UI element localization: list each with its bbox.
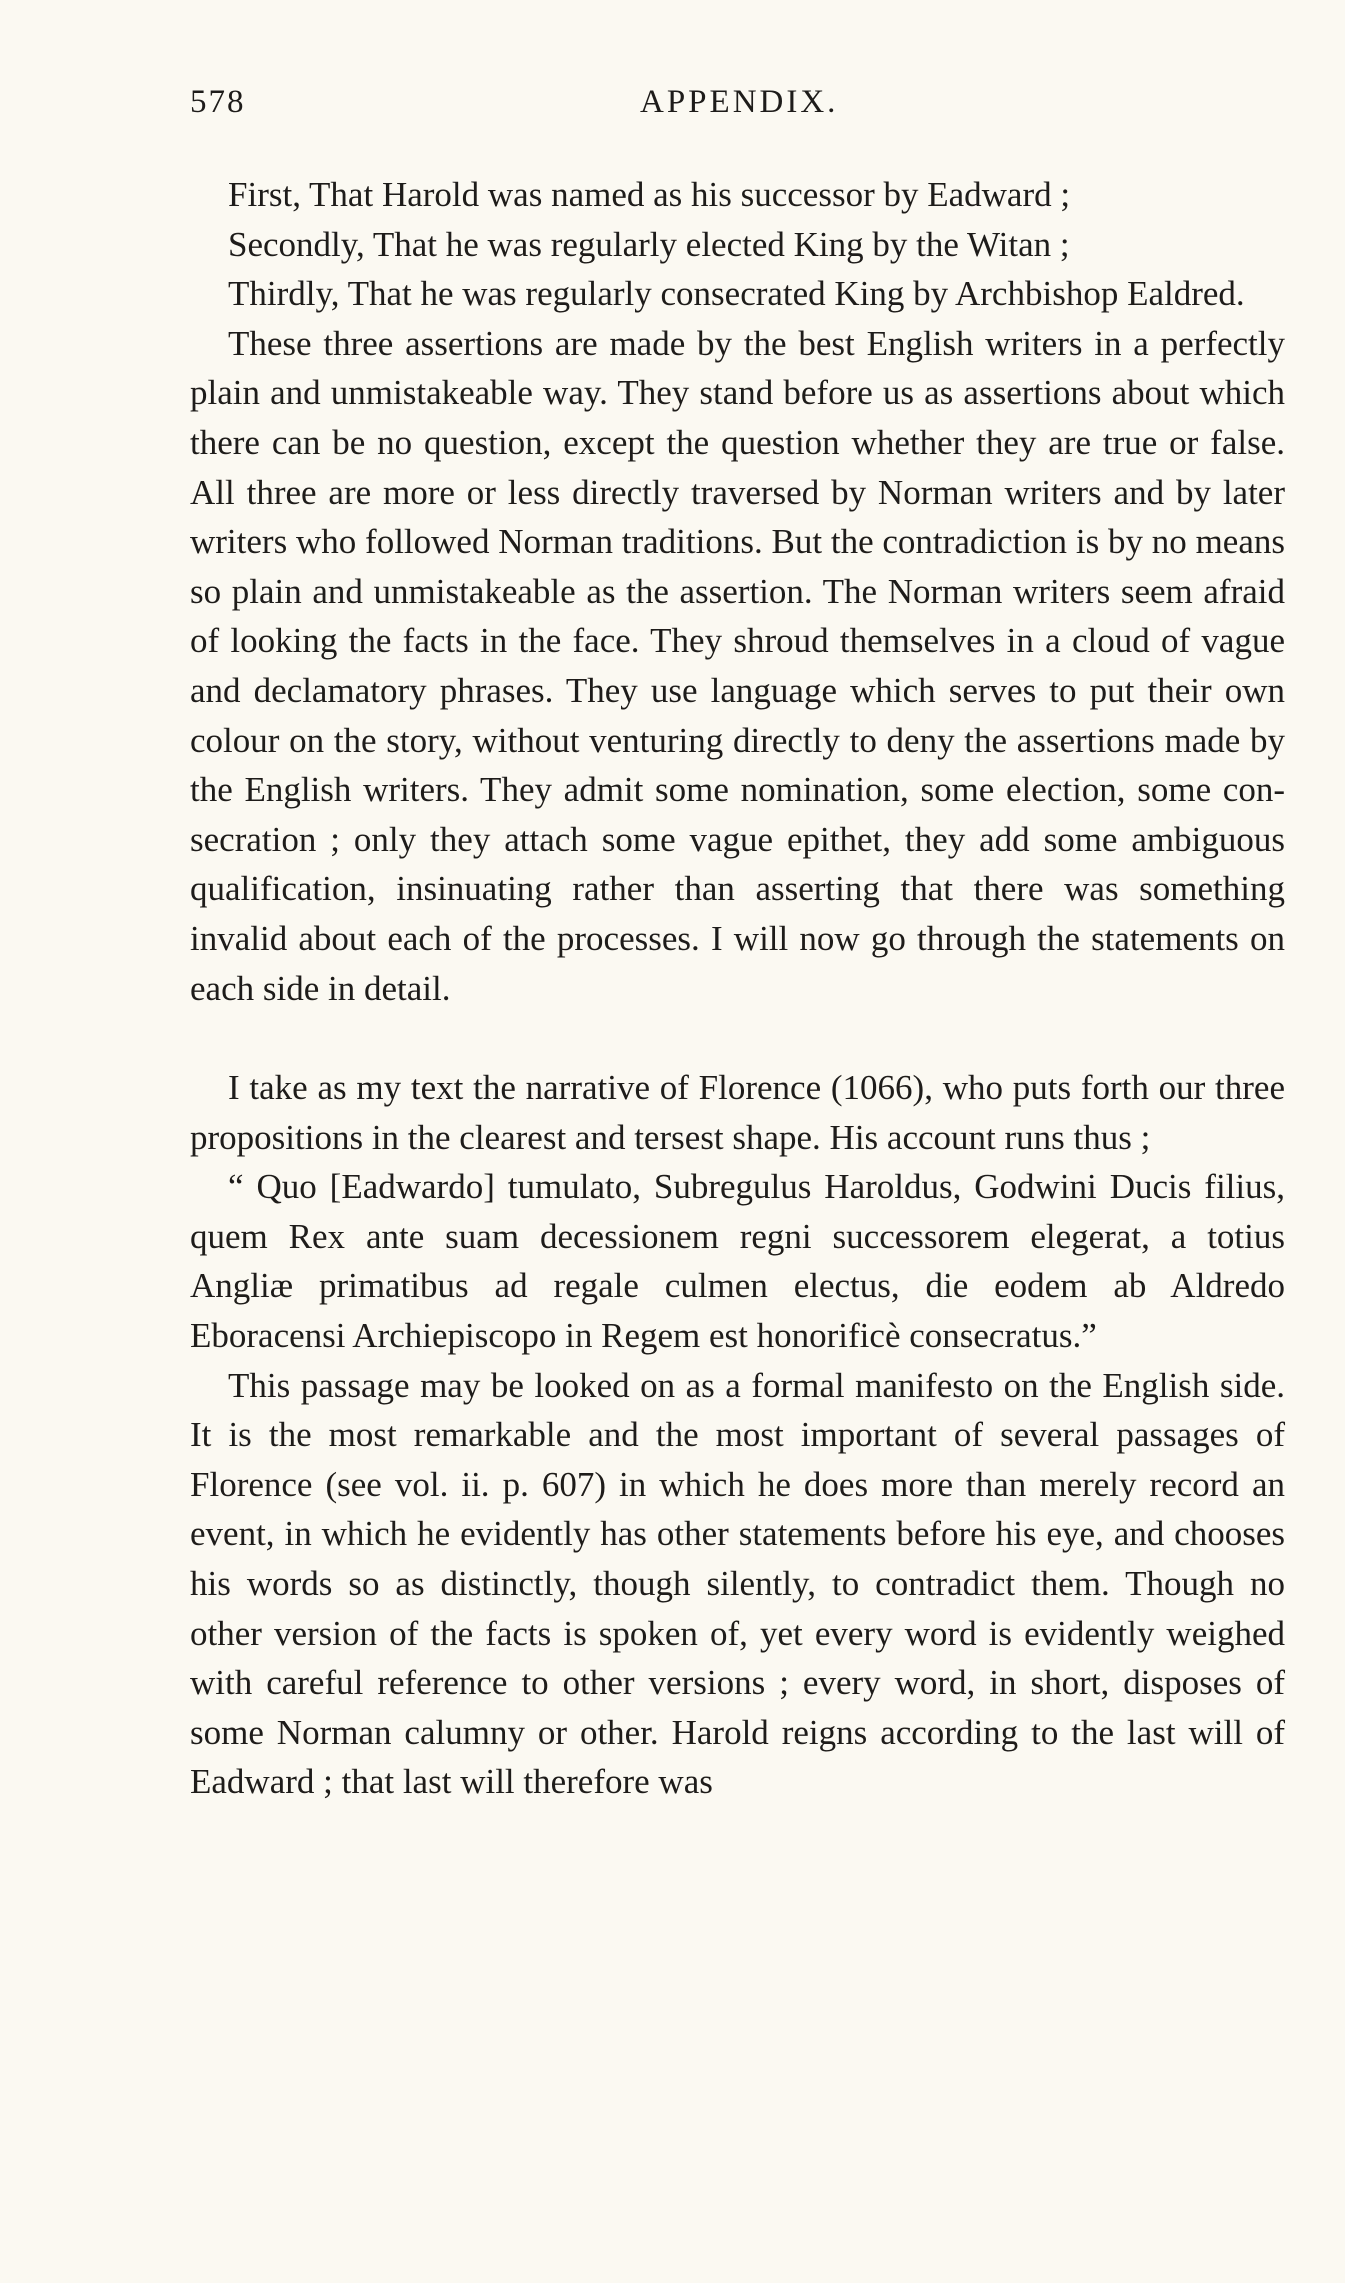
body-text xyxy=(190,170,1285,1807)
running-head: APPENDIX. xyxy=(640,84,839,120)
paragraph-second-assertion: Secondly, That he was regularly elected King by the Witan ; xyxy=(228,224,1070,264)
paragraph-latin-quotation: “ Quo [Eadwardo] tumulato, Subregulus Haroldus, Godwini Ducis filius, quem Rex ante suam decessionem regni successorem elegerat, a totius Angliæ primatibus ad regale culmen electus, die eodem ab Aldredo Eboracensi Archiepiscopo in Regem est honorificè consecratus.” xyxy=(190,1167,1285,1356)
page-header xyxy=(190,84,1290,134)
page-number: 578 xyxy=(190,84,246,120)
paragraph-third-assertion: Thirdly, That he was regularly consecrated King by Archbishop Ealdred. xyxy=(228,274,1245,314)
paragraph-assertions-discussion: These three assertions are made by the best English writers in a perfectly plain and unmistakeable way. They stand before us as assertions about which there can be no question, except the question whether they are true or false. All three are more or less directly traversed by Norman writers and by later writers who followed Norman traditions. But the contradiction is by no means so plain and unmistakeable as the assertion. The Norman writers seem afraid of looking the facts in the face. They shroud themselves in a cloud of vague and declamatory phrases. They use language which serves to put their own colour on the story, without venturing directly to deny the assertions made by the English writers. They admit some nomination, some election, some consecration ; only they attach some vague epithet, they add some ambiguous qualification, insinuating rather than asserting that there was something invalid about each of the processes. I will now go through the statements on each side in detail. xyxy=(190,323,1285,1008)
paragraph-florence-text: I take as my text the narrative of Florence (1066), who puts forth our three propositions in the clearest and tersest shape. His account runs thus ; xyxy=(190,1068,1285,1157)
paragraph-first-assertion: First, That Harold was named as his successor by Eadward ; xyxy=(228,175,1071,214)
paragraph-manifesto: This passage may be looked on as a formal manifesto on the English side. It is the most remarkable and the most important of several passages of Florence (see vol. ii. p. 607) in which he does more than merely record an event, in which he evidently has other statements before his eye, and chooses his words so as distinctly, though silently, to contradict them. Though no other version of the facts is spoken of, yet every word is evidently weighed with careful reference to other versions ; every word, in short, disposes of some Norman calumny or other. Harold reigns according to the last will of Eadward ; that last will therefore was xyxy=(190,1365,1285,1802)
